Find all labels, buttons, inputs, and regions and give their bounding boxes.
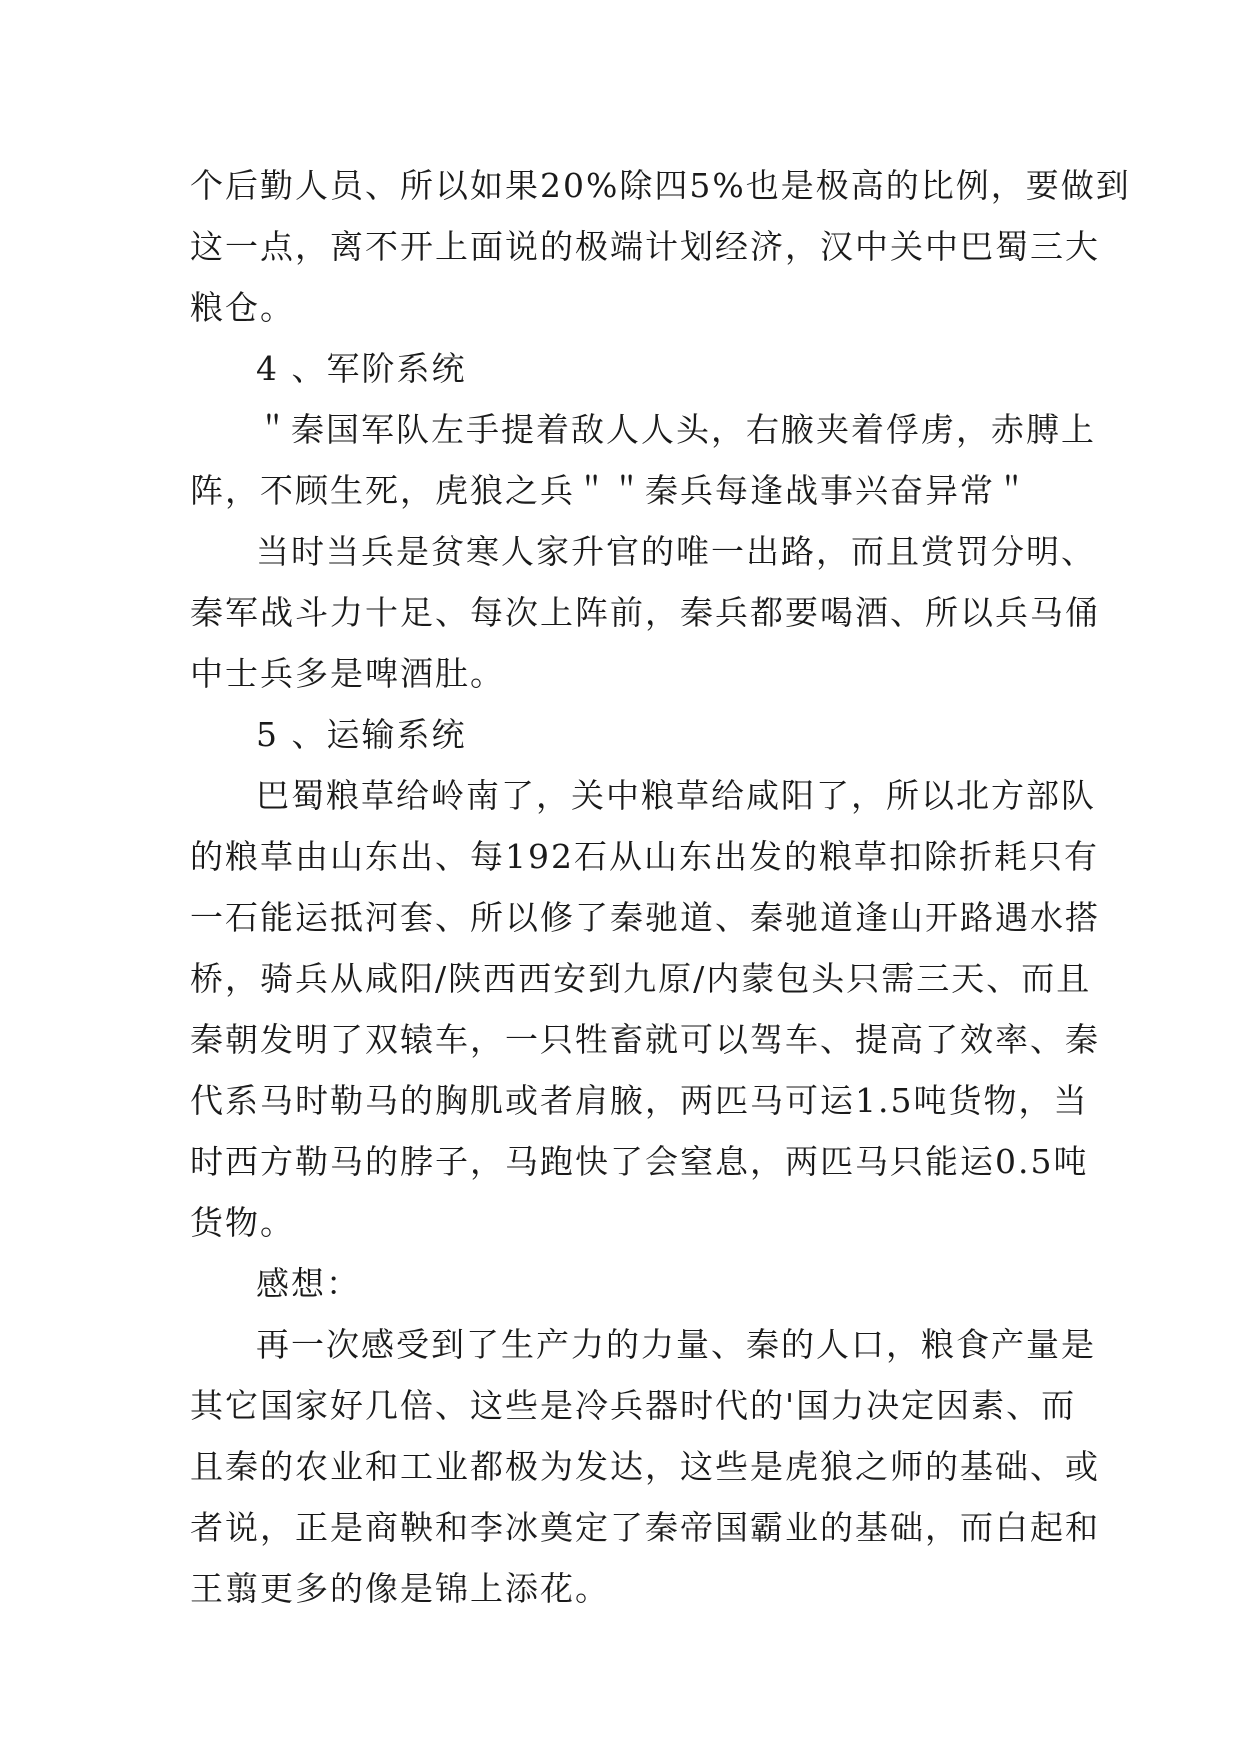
text-line: 的粮草由山东出、每192石从山东出发的粮草扣除折耗只有: [190, 837, 1099, 876]
text-line: 且秦的农业和工业都极为发达，这些是虎狼之师的基础、或: [190, 1447, 1100, 1486]
text-line: 个后勤人员、所以如果20%除四5%也是极高的比例，要做到: [190, 166, 1131, 205]
text-line: 再一次感受到了生产力的力量、秦的人口，粮食产量是: [256, 1325, 1096, 1364]
text-line: 桥，骑兵从咸阳/陕西西安到九原/内蒙包头只需三天、而且: [190, 959, 1092, 998]
text-line: 其它国家好几倍、这些是冷兵器时代的'国力决定因素、而: [190, 1386, 1077, 1425]
section-heading: 4 、军阶系统: [256, 349, 467, 388]
text-line: 王翦更多的像是锦上添花。: [190, 1569, 610, 1608]
text-line: ＂秦国军队左手提着敌人人头，右腋夹着俘虏，赤膊上: [256, 410, 1096, 449]
text-line: 一石能运抵河套、所以修了秦驰道、秦驰道逢山开路遇水搭: [190, 898, 1100, 937]
text-line: 中士兵多是啤酒肚。: [190, 654, 505, 693]
text-line: 阵，不顾生死，虎狼之兵＂＂秦兵每逢战事兴奋异常＂: [190, 471, 1030, 510]
section-heading: 感想：: [256, 1264, 361, 1303]
text-line: 时西方勒马的脖子，马跑快了会窒息，两匹马只能运0.5吨: [190, 1142, 1089, 1181]
text-line: 者说，正是商鞅和李冰奠定了秦帝国霸业的基础，而白起和: [190, 1508, 1100, 1547]
text-line: 巴蜀粮草给岭南了，关中粮草给咸阳了，所以北方部队: [256, 776, 1096, 815]
text-line: 代系马时勒马的胸肌或者肩腋，两匹马可运1.5吨货物，当: [190, 1081, 1089, 1120]
section-heading: 5 、运输系统: [256, 715, 467, 754]
text-line: 秦朝发明了双辕车，一只牲畜就可以驾车、提高了效率、秦: [190, 1020, 1100, 1059]
text-line: 当时当兵是贫寒人家升官的唯一出路，而且赏罚分明、: [256, 532, 1096, 571]
text-line: 粮仓。: [190, 288, 295, 327]
text-line: 秦军战斗力十足、每次上阵前，秦兵都要喝酒、所以兵马俑: [190, 593, 1100, 632]
text-line: 货物。: [190, 1203, 295, 1242]
document-body: [190, 155, 1131, 1619]
text-line: 这一点，离不开上面说的极端计划经济，汉中关中巴蜀三大: [190, 227, 1100, 266]
